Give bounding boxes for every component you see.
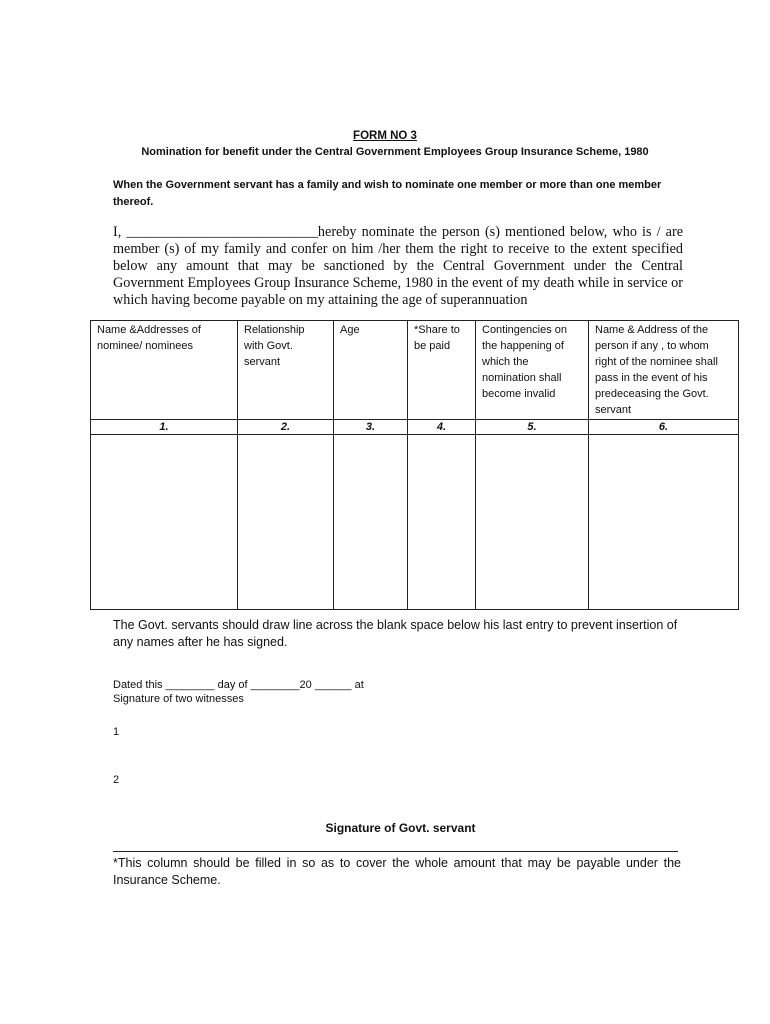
header-name-address: Name &Addresses of nominee/ nominees (91, 321, 238, 420)
nominee-table (90, 320, 739, 610)
table-entry-row[interactable] (91, 435, 739, 610)
divider (113, 851, 678, 852)
header-relationship: Relationship with Govt. servant (238, 321, 334, 420)
govt-servant-signature-label: Signature of Govt. servant (325, 821, 476, 835)
column-number: 4. (408, 420, 476, 435)
witness-2-label: 2 (113, 774, 120, 786)
entry-alternate-nominee[interactable] (589, 435, 739, 610)
footnote-text: *This column should be filled in so as to cover the whole amount that may be payable under the Insurance Scheme. (113, 856, 681, 887)
entry-share[interactable] (408, 435, 476, 610)
entry-age[interactable] (334, 435, 408, 610)
header-alternate-nominee: Name & Address of the person if any , to whom right of the nominee shall pass in the event of his predeceasing the Govt. servant (589, 321, 739, 420)
form-number: FORM NO 3 (353, 130, 417, 142)
column-number: 2. (238, 420, 334, 435)
table-header-row (91, 321, 739, 420)
declaration-text: I, ___________________________hereby nominate the person (s) mentioned below, who is / are member (s) of my family and confer on him /her them the right to receive to the extent specified below any amount that may be sanctioned by the Central Government under the Central Government Employees Group Insurance Scheme, 1980 in the event of my death while in service or which having become payable on my attaining the age of superannuation (113, 224, 683, 308)
instruction-text: The Govt. servants should draw line across the blank space below his last entry to prevent insertion of any names after he has signed. (113, 618, 678, 649)
column-number: 5. (476, 420, 589, 435)
dated-line: Dated this ________ day of ________20 ______ at (113, 679, 364, 691)
entry-name-address[interactable] (91, 435, 238, 610)
column-number: 3. (334, 420, 408, 435)
witness-1-label: 1 (113, 726, 120, 738)
form-subtitle: Nomination for benefit under the Central Government Employees Group Insurance Scheme, 1980 (141, 146, 649, 158)
header-age: Age (334, 321, 408, 420)
column-number: 1. (91, 420, 238, 435)
entry-relationship[interactable] (238, 435, 334, 610)
intro-text: When the Government servant has a family and wish to nominate one member or more than one member thereof. (113, 179, 662, 208)
header-share: *Share to be paid (408, 321, 476, 420)
column-number: 6. (589, 420, 739, 435)
header-contingencies: Contingencies on the happening of which the nomination shall become invalid (476, 321, 589, 420)
table-number-row (91, 420, 739, 435)
witness-signature-label: Signature of two witnesses (113, 693, 244, 705)
entry-contingencies[interactable] (476, 435, 589, 610)
